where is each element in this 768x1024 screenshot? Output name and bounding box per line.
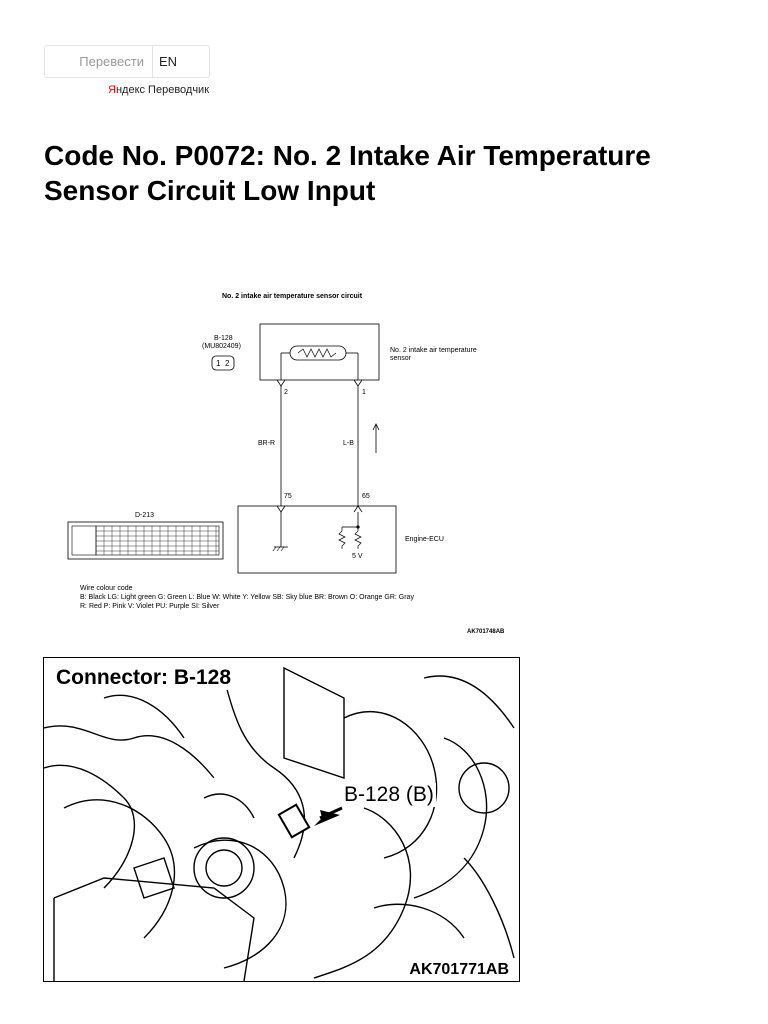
page-title: Code No. P0072: No. 2 Intake Air Temperature Sensor Circuit Low Input [44, 140, 651, 206]
sensor-label-2: sensor [390, 355, 412, 362]
connector-photo [43, 657, 520, 982]
svg-text:1: 1 [216, 359, 221, 368]
language-select[interactable]: EN [159, 54, 178, 69]
engine-bay-illustration [44, 658, 519, 981]
yandex-translator-brand[interactable] [108, 84, 209, 96]
brand-first-letter: Я [108, 84, 116, 96]
ecu-connector-id: D-213 [135, 512, 155, 519]
b128-connector-shape [279, 805, 309, 838]
ecu-pin-right: 65 [362, 493, 370, 500]
colour-code-line2: R: Red P: Pink V: Violet PU: Purple SI: Silver [80, 603, 220, 610]
wire-left-colour: BR-R [258, 440, 276, 447]
connector-id: B-128 [214, 335, 233, 342]
colour-code-heading: Wire colour code [80, 585, 133, 592]
connector-d213-icon [68, 522, 223, 559]
translate-button[interactable]: Перевести [45, 46, 153, 77]
ecu-voltage: 5 V [352, 553, 363, 560]
sensor-label-1: No. 2 intake air temperature [390, 347, 477, 354]
diagram-code: AK701748AB [467, 629, 505, 635]
diagram-heading: No. 2 intake air temperature sensor circuit [222, 293, 363, 300]
ecu-label: Engine-ECU [405, 536, 444, 543]
svg-text:2: 2 [225, 359, 230, 368]
ecu-pin-left: 75 [284, 493, 292, 500]
pin-right: 1 [362, 389, 366, 396]
sensor-box [260, 324, 379, 380]
circuit-diagram [60, 285, 520, 645]
photo-code: AK701771AB [409, 961, 509, 978]
brand-rest: ндекс Переводчик [115, 84, 210, 96]
connector-label: B-128 (B) [344, 783, 434, 806]
translate-widget [44, 45, 210, 78]
pointer-arrow [314, 810, 340, 826]
photo-title: Connector: B-128 [56, 666, 232, 689]
ecu-box [238, 506, 396, 573]
pin-left: 2 [284, 389, 288, 396]
colour-code-line1: B: Black LG: Light green G: Green L: Blue W: White Y: Yellow SB: Sky blue BR: Brown O: Orange GR: Gray [80, 594, 414, 601]
wire-right-colour: L-B [343, 440, 354, 447]
connector-part: (MU802409) [202, 343, 241, 350]
